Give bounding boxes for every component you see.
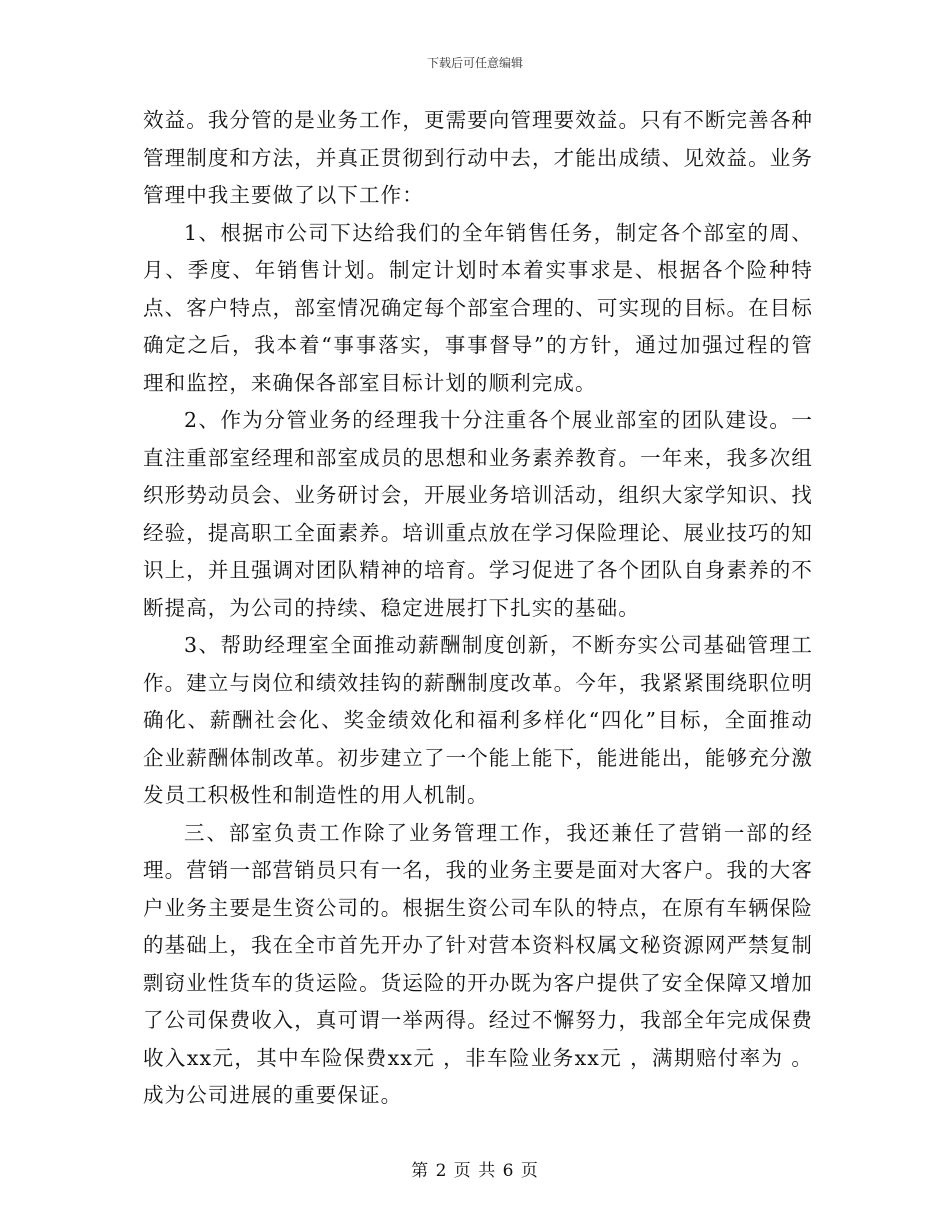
paragraph-item-3: 3、帮助经理室全面推动薪酬制度创新，不断夯实公司基础管理工作。建立与岗位和绩效挂钩的薪酬制度改革。今年，我紧紧围绕职位明确化、薪酬社会化、奖金绩效化和福利多样化“四化”目标，全面推动企业薪酬体制改革。初步建立了一个能上能下，能进能出，能够充分激发员工积极性和制造性的用人机制。 [143, 633, 813, 807]
page-header: 下载后可任意编辑 [426, 56, 523, 70]
paragraph-item-1: 1、根据市公司下达给我们的全年销售任务，制定各个部室的周、月、季度、年销售计划。制定计划时本着实事求是、根据各个险种特点、客户特点，部室情况确定每个部室合理的、可实现的目标。在目标确定之后，我本着“事事落实，事事督导”的方针，通过加强过程的管理和监控，来确保各部室目标计划的顺利完成。 [143, 220, 813, 395]
document-body [143, 102, 813, 1115]
page-footer: 第 2 页 共 6 页 [411, 1161, 539, 1181]
paragraph-section-3: 三、部室负责工作除了业务管理工作，我还兼任了营销一部的经理。营销一部营销员只有一名，我的业务主要是面对大客户。我的大客户业务主要是生资公司的。根据生资公司车队的特点，在原有车辆保险的基础上，我在全市首先开办了针对营本资料权属文秘资源网严禁复制剽窃业性货车的货运险。货运险的开办既为客户提供了安全保障又增加了公司保费收入，真可谓一举两得。经过不懈努力，我部全年完成保费收入xx元，其中车险保费xx元 ，非车险业务xx元 ，满期赔付率为 。成为公司进展的重要保证。 [143, 820, 813, 1107]
paragraph-continuation: 效益。我分管的是业务工作，更需要向管理要效益。只有不断完善各种管理制度和方法，并真正贯彻到行动中去，才能出成绩、见效益。业务管理中我主要做了以下工作： [143, 108, 813, 207]
paragraph-item-2: 2、作为分管业务的经理我十分注重各个展业部室的团队建设。一直注重部室经理和部室成员的思想和业务素养教育。一年来，我多次组织形势动员会、业务研讨会，开展业务培训活动，组织大家学知识、找经验，提高职工全面素养。培训重点放在学习保险理论、展业技巧的知识上，并且强调对团队精神的培育。学习促进了各个团队自身素养的不断提高，为公司的持续、稳定进展打下扎实的基础。 [143, 408, 813, 620]
